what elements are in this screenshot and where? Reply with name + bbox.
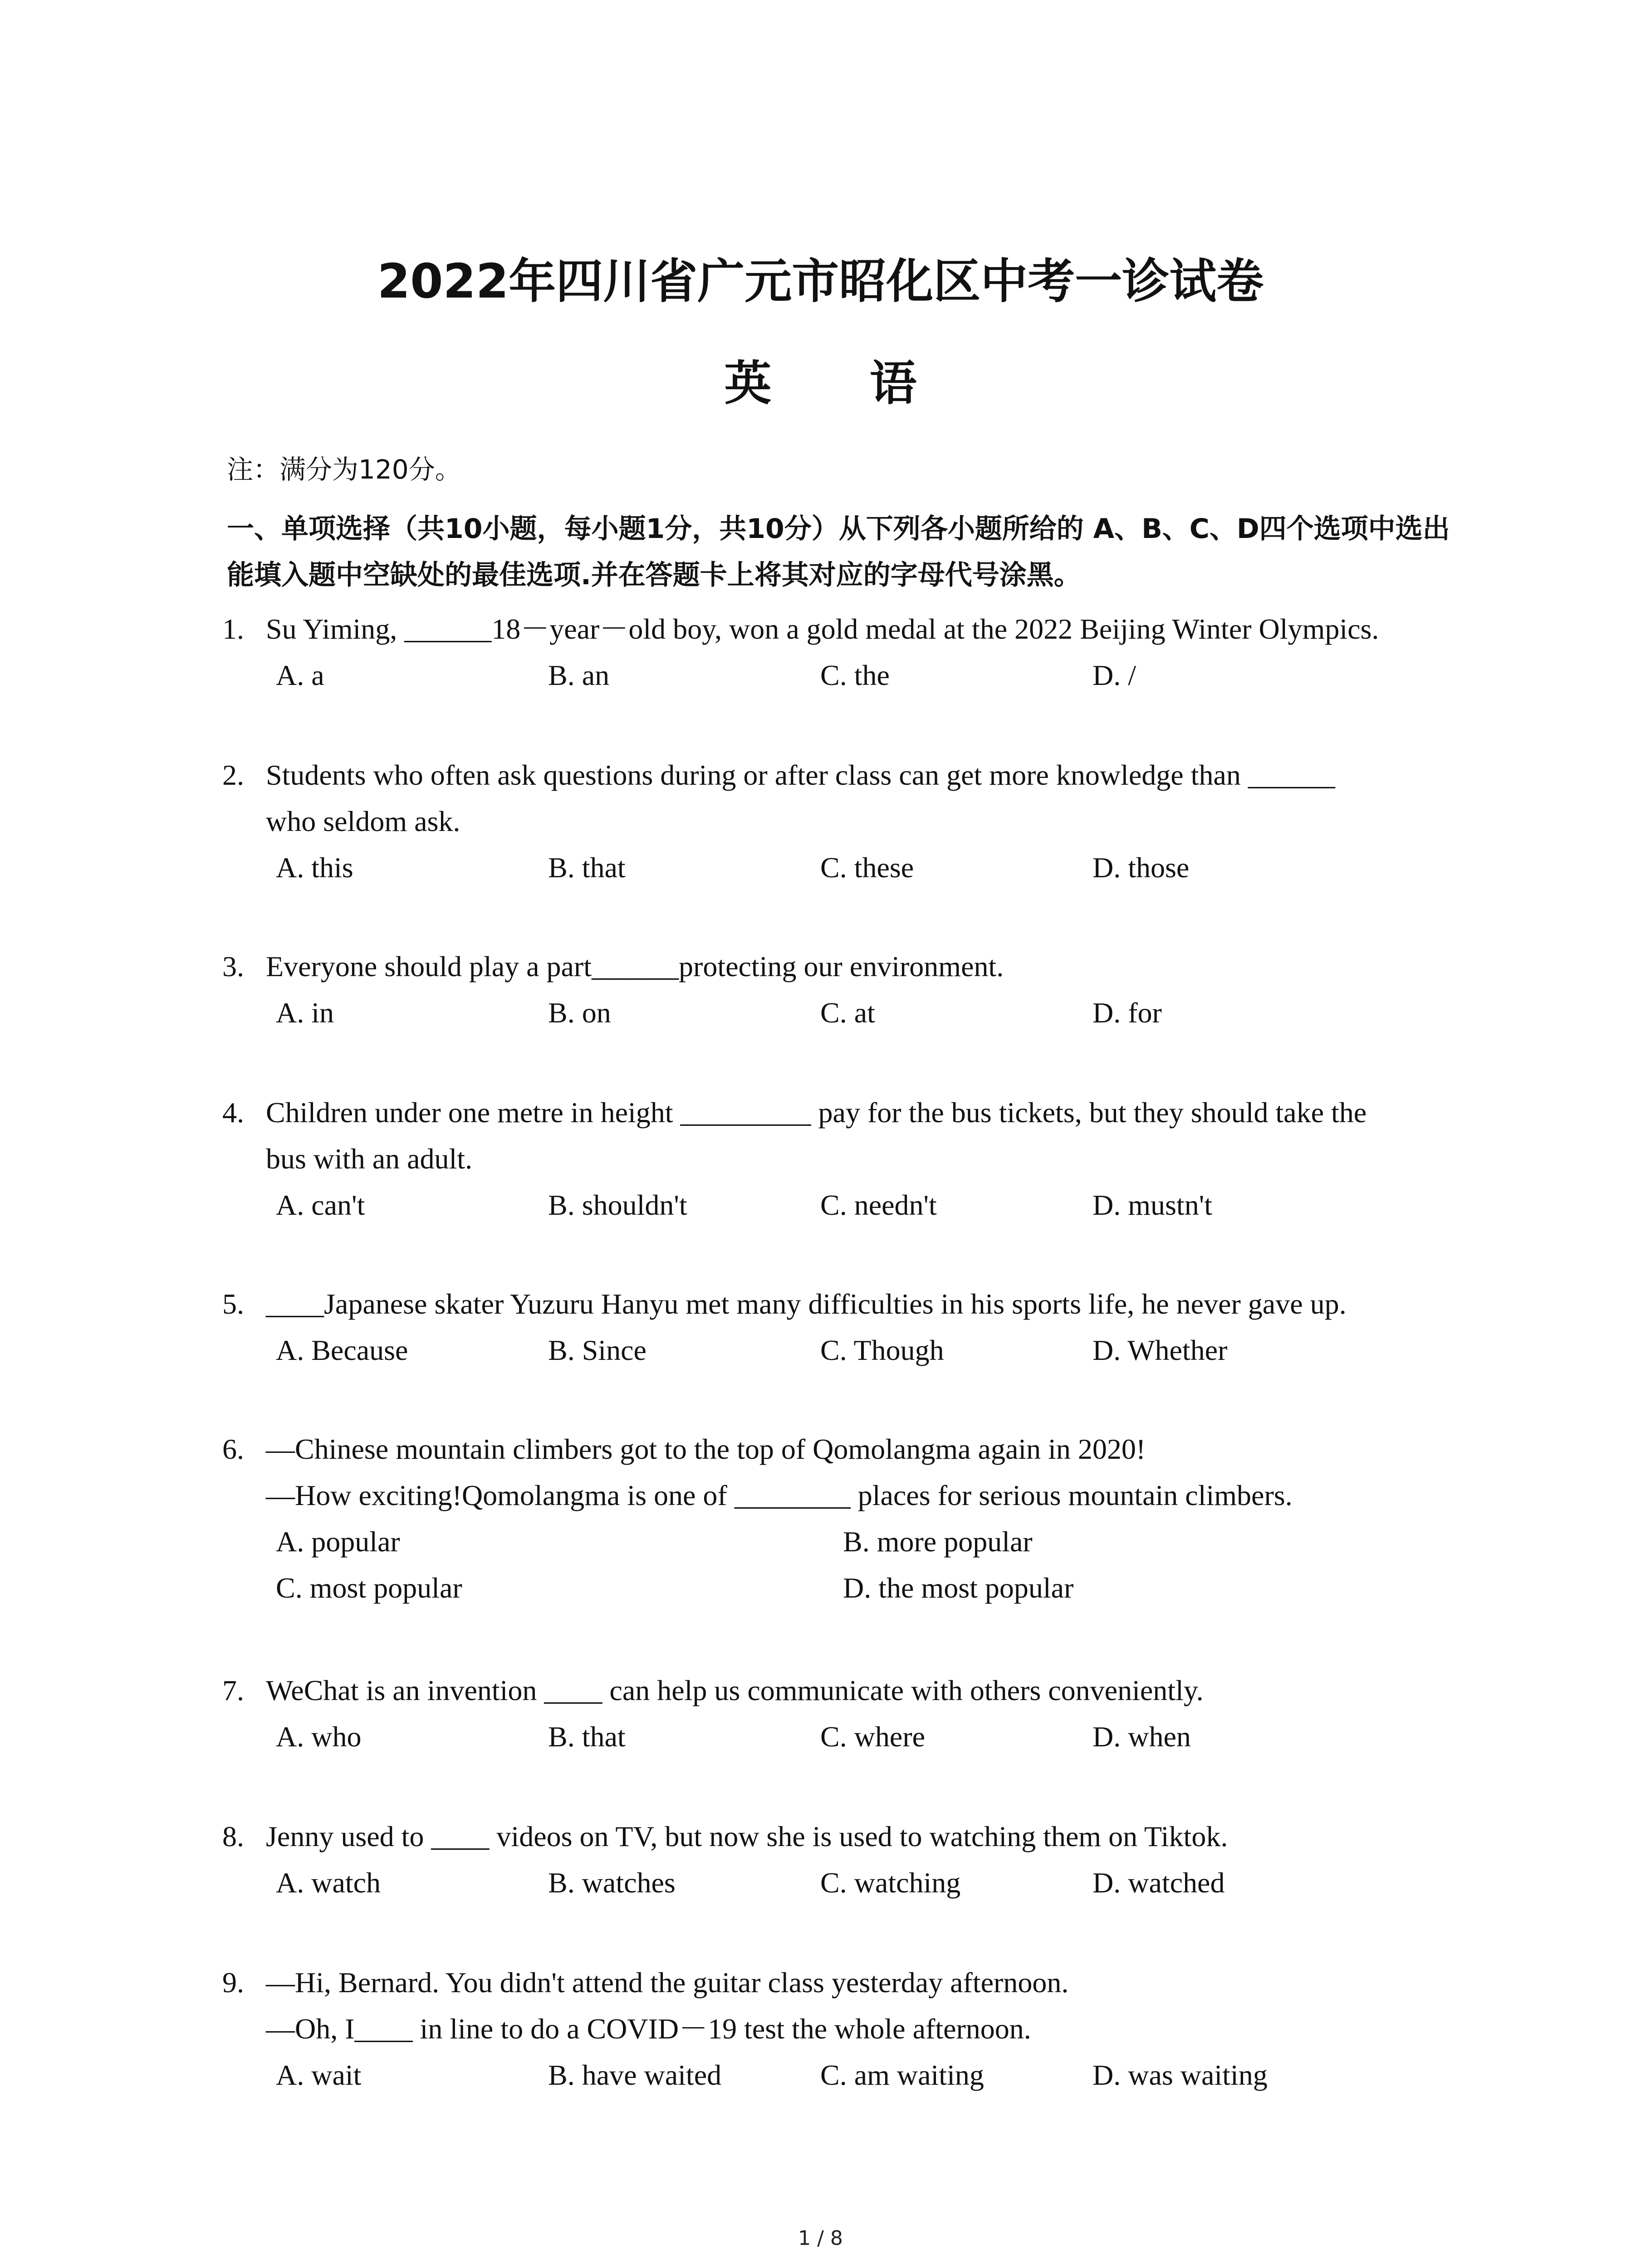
option-a: A. wait xyxy=(276,2059,362,2091)
option-a: A. can't xyxy=(276,1189,365,1221)
option-a: A. who xyxy=(276,1721,362,1753)
option-b: B. an xyxy=(548,659,610,691)
question-number: 6. xyxy=(222,1433,244,1465)
options-row xyxy=(276,1860,1470,1906)
option-c: C. Though xyxy=(820,1334,944,1366)
question-3 xyxy=(222,943,1470,1036)
option-a: A. popular xyxy=(276,1525,400,1558)
question-stem-line-2: —How exciting!Qomolangma is one of ________ places for serious mountain climbers. xyxy=(266,1479,1293,1511)
question-number: 3. xyxy=(222,950,244,982)
question-stem: Jenny used to ____ videos on TV, but now she is used to watching them on Tiktok. xyxy=(266,1820,1228,1853)
options-row xyxy=(276,652,1470,699)
options-row xyxy=(276,1714,1470,1760)
option-d: D. the most popular xyxy=(843,1572,1074,1604)
exam-subject: 英 语 xyxy=(724,356,958,411)
question-stem-line-2: who seldom ask. xyxy=(266,805,460,837)
question-number: 1. xyxy=(222,613,244,645)
option-d: D. for xyxy=(1092,997,1162,1029)
question-2 xyxy=(222,752,1470,891)
question-9 xyxy=(222,1960,1470,2098)
option-a: A. this xyxy=(276,851,353,884)
question-7 xyxy=(222,1667,1470,1760)
question-number: 5. xyxy=(222,1288,244,1320)
option-b: B. that xyxy=(548,851,626,884)
question-stem-line-1: —Chinese mountain climbers got to the top of Qomolangma again in 2020! xyxy=(266,1433,1146,1465)
page-number: 1 / 8 xyxy=(798,2227,843,2250)
options-row xyxy=(276,1327,1470,1374)
question-stem: WeChat is an invention ____ can help us communicate with others conveniently. xyxy=(266,1674,1204,1706)
question-number: 8. xyxy=(222,1820,244,1853)
options-row-1 xyxy=(276,1519,1470,1565)
option-c: C. am waiting xyxy=(820,2059,984,2091)
question-stem-line-1: Children under one metre in height _________ pay for the bus tickets, but they should take the xyxy=(266,1096,1367,1129)
question-8 xyxy=(222,1813,1470,1906)
section-1-instructions: 一、单项选择（共10小题，每小题1分，共10分）从下列各小题所给的 A、B、C、D四个选项中选出能填入题中空缺处的最佳选项.并在答题卡上将其对应的字母代号涂黑。 xyxy=(227,513,1450,591)
option-d: D. was waiting xyxy=(1092,2059,1268,2091)
option-c: C. at xyxy=(820,997,875,1029)
question-number: 2. xyxy=(222,759,244,791)
question-stem: Su Yiming, ______18－year－old boy, won a gold medal at the 2022 Beijing Winter Olympics. xyxy=(266,613,1379,645)
question-stem: Everyone should play a part______protecting our environment. xyxy=(266,950,1004,982)
options-row-2 xyxy=(276,1565,1470,1611)
question-number: 7. xyxy=(222,1674,244,1706)
question-5 xyxy=(222,1281,1470,1374)
option-c: C. the xyxy=(820,659,890,691)
question-number: 9. xyxy=(222,1966,244,1999)
question-4 xyxy=(222,1090,1470,1228)
option-a: A. in xyxy=(276,997,334,1029)
option-b: B. more popular xyxy=(843,1525,1033,1558)
option-c: C. these xyxy=(820,851,914,884)
options-row xyxy=(276,1182,1470,1228)
option-b: B. have waited xyxy=(548,2059,722,2091)
question-6 xyxy=(222,1426,1470,1611)
option-d: D. those xyxy=(1092,851,1190,884)
option-c: C. most popular xyxy=(276,1572,462,1604)
option-b: B. Since xyxy=(548,1334,647,1366)
option-a: A. watch xyxy=(276,1867,381,1899)
options-row xyxy=(276,990,1470,1036)
option-d: D. / xyxy=(1092,659,1136,691)
options-row xyxy=(276,845,1470,891)
option-c: C. where xyxy=(820,1721,926,1753)
score-note: 注：满分为120分。 xyxy=(227,454,461,485)
question-1 xyxy=(222,606,1470,699)
option-a: A. Because xyxy=(276,1334,408,1366)
option-d: D. mustn't xyxy=(1092,1189,1212,1221)
question-stem-line-2: —Oh, I____ in line to do a COVID－19 test the whole afternoon. xyxy=(266,2013,1031,2045)
option-c: C. watching xyxy=(820,1867,961,1899)
option-b: B. that xyxy=(548,1721,626,1753)
option-c: C. needn't xyxy=(820,1189,937,1221)
option-d: D. watched xyxy=(1092,1867,1225,1899)
option-a: A. a xyxy=(276,659,324,691)
option-b: B. watches xyxy=(548,1867,676,1899)
options-row xyxy=(276,2052,1470,2098)
option-d: D. when xyxy=(1092,1721,1191,1753)
question-stem-line-1: Students who often ask questions during or after class can get more knowledge than ______ xyxy=(266,759,1335,791)
option-b: B. shouldn't xyxy=(548,1189,687,1221)
question-stem: ____Japanese skater Yuzuru Hanyu met many difficulties in his sports life, he never gave up. xyxy=(266,1288,1347,1320)
exam-title: 2022年四川省广元市昭化区中考一诊试卷 xyxy=(377,254,1264,309)
question-number: 4. xyxy=(222,1096,244,1129)
option-b: B. on xyxy=(548,997,611,1029)
question-stem-line-1: —Hi, Bernard. You didn't attend the guitar class yesterday afternoon. xyxy=(266,1966,1069,1999)
option-d: D. Whether xyxy=(1092,1334,1228,1366)
question-stem-line-2: bus with an adult. xyxy=(266,1143,473,1175)
